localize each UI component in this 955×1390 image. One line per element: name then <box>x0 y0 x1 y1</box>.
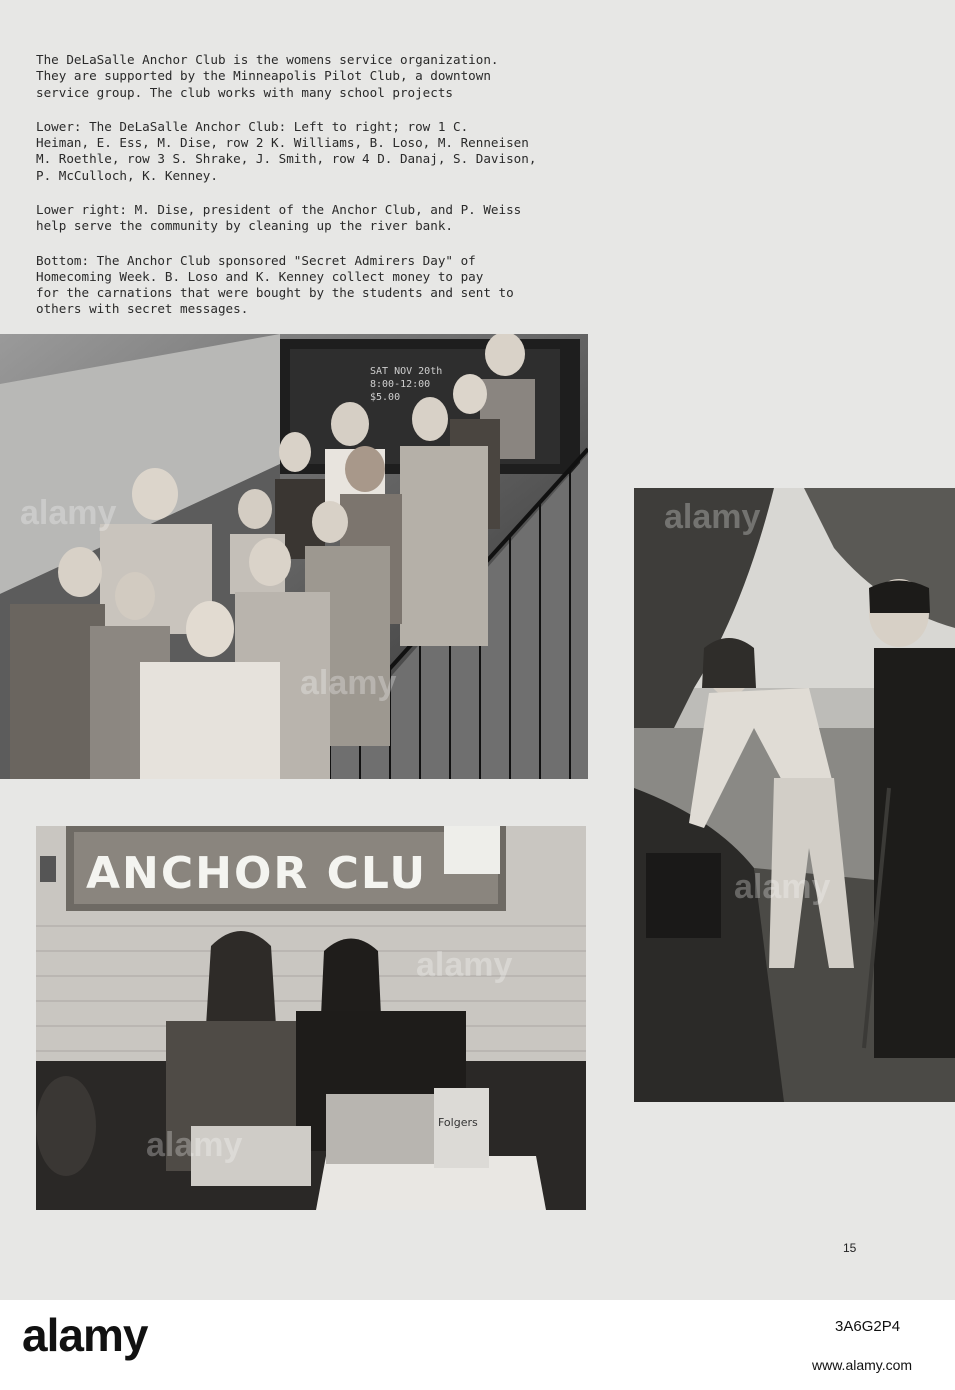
anchor-club-sign: ANCHOR CLU <box>86 848 428 899</box>
faded-heading <box>650 100 950 170</box>
watermark: alamy <box>300 664 397 702</box>
image-id: 3A6G2P4 <box>835 1318 901 1335</box>
alamy-logo: alamy <box>22 1309 148 1361</box>
caption-lower-right: Lower right: M. Dise, president of the Anchor Club, and P. Weiss help serve the community by cleaning up the river bank. <box>36 202 522 234</box>
watermark: alamy <box>146 1126 243 1164</box>
coffee-can-label: Folgers <box>438 1116 478 1129</box>
watermark: alamy <box>734 868 831 906</box>
site-url: www.alamy.com <box>812 1357 913 1373</box>
caption-bottom: Bottom: The Anchor Club sponsored "Secret Admirers Day" of Homecoming Week. B. Loso and K. Kenney collect money to pay for the carnations that were bought by the students and sent to others with secret messages. <box>36 252 514 317</box>
board-line: $5.00 <box>370 392 401 403</box>
photo-group-staircase <box>0 334 588 779</box>
board-line: SAT NOV 20th <box>370 366 443 377</box>
watermark: alamy <box>20 494 117 532</box>
caption-lower: Lower: The DeLaSalle Anchor Club: Left to right; row 1 C. Heiman, E. Ess, M. Dise, row 2 K. Williams, B. Loso, M. Renneisen M. Roethle, row 3 S. Shrake, J. Smith, row 4 D. Danaj, S. Davison, P. McCulloch, K. Kenney. <box>36 119 537 183</box>
watermark: alamy <box>664 498 761 536</box>
watermark: alamy <box>416 946 513 984</box>
caption-intro: The DeLaSalle Anchor Club is the womens service organization. They are supported by the Minneapolis Pilot Club, a downtown service group. The club works with many school projects <box>36 52 499 100</box>
board-line: 8:00-12:00 <box>370 379 431 390</box>
photo-anchor-club-table <box>36 826 586 1210</box>
photo-river-bank-cleanup <box>634 488 955 1102</box>
page-number: 15 <box>843 1241 857 1255</box>
caption-block <box>36 36 616 336</box>
